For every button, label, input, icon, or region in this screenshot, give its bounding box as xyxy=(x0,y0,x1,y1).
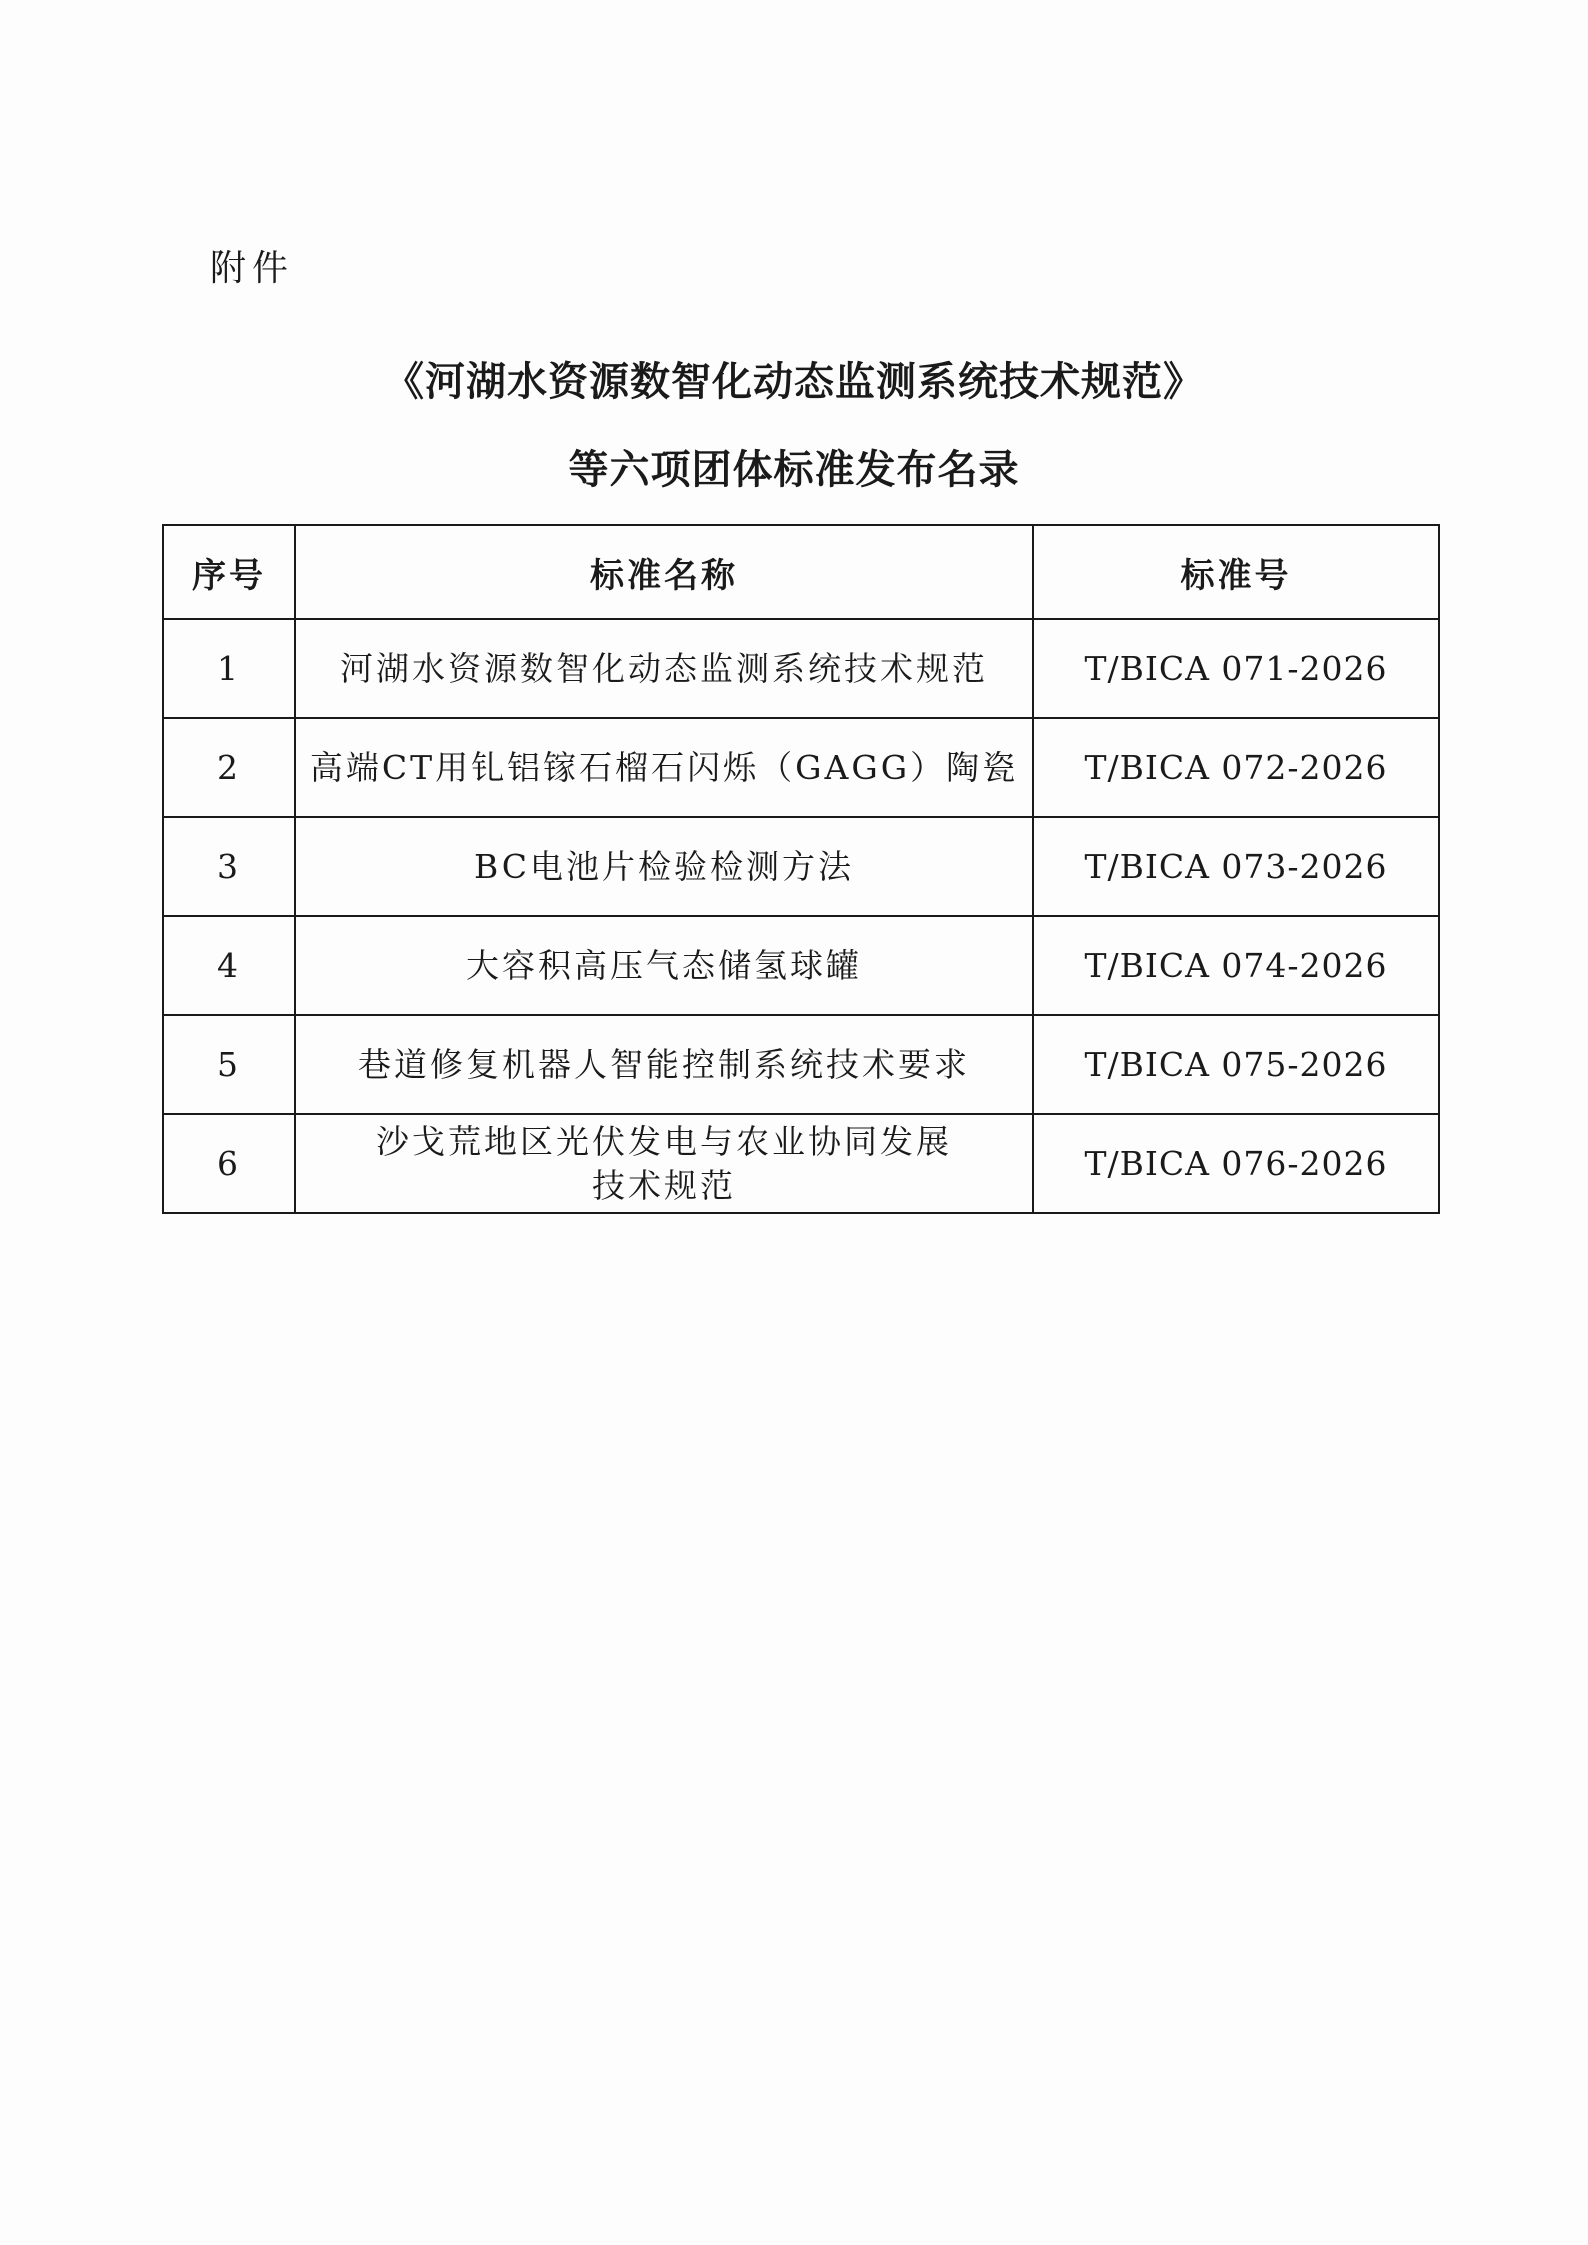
row-code: T/BICA 072-2026 xyxy=(1033,718,1439,817)
attachment-label: 附件 xyxy=(210,248,295,289)
header-no: 序号 xyxy=(163,525,295,619)
table-row xyxy=(163,1015,1439,1114)
table-row xyxy=(163,916,1439,1015)
header-code: 标准号 xyxy=(1033,525,1439,619)
standards-table xyxy=(162,524,1440,1214)
table-row xyxy=(163,817,1439,916)
row-no: 5 xyxy=(163,1015,295,1114)
header-name: 标准名称 xyxy=(295,525,1033,619)
table-row xyxy=(163,718,1439,817)
row-code: T/BICA 075-2026 xyxy=(1033,1015,1439,1114)
row-code: T/BICA 076-2026 xyxy=(1033,1114,1439,1213)
row-name-text: 河湖水资源数智化动态监测系统技术规范 xyxy=(340,648,988,688)
row-name-text: 大容积高压气态储氢球罐 xyxy=(466,945,862,985)
row-no: 2 xyxy=(163,718,295,817)
row-code: T/BICA 074-2026 xyxy=(1033,916,1439,1015)
row-no: 4 xyxy=(163,916,295,1015)
table-header-row xyxy=(163,525,1439,619)
row-name xyxy=(295,817,1033,916)
row-code: T/BICA 071-2026 xyxy=(1033,619,1439,718)
row-code: T/BICA 073-2026 xyxy=(1033,817,1439,916)
row-name xyxy=(295,1015,1033,1114)
document-title-line1: 《河湖水资源数智化动态监测系统技术规范》 xyxy=(384,359,1204,405)
row-name-text: 沙戈荒地区光伏发电与农业协同发展 xyxy=(376,1121,952,1161)
row-name-text: BC电池片检验检测方法 xyxy=(473,846,855,886)
row-no: 1 xyxy=(163,619,295,718)
row-name xyxy=(295,1114,1033,1213)
row-name-text-line2: 技术规范 xyxy=(592,1165,736,1205)
row-name xyxy=(295,619,1033,718)
table-row xyxy=(163,1114,1439,1213)
document-title-line2: 等六项团体标准发布名录 xyxy=(568,447,1020,493)
row-no: 3 xyxy=(163,817,295,916)
row-name xyxy=(295,916,1033,1015)
row-name-text: 巷道修复机器人智能控制系统技术要求 xyxy=(358,1044,970,1084)
row-name-text: 高端CT用钆铝镓石榴石闪烁（GAGG）陶瓷 xyxy=(309,747,1019,787)
row-no: 6 xyxy=(163,1114,295,1213)
table-row xyxy=(163,619,1439,718)
row-name xyxy=(295,718,1033,817)
